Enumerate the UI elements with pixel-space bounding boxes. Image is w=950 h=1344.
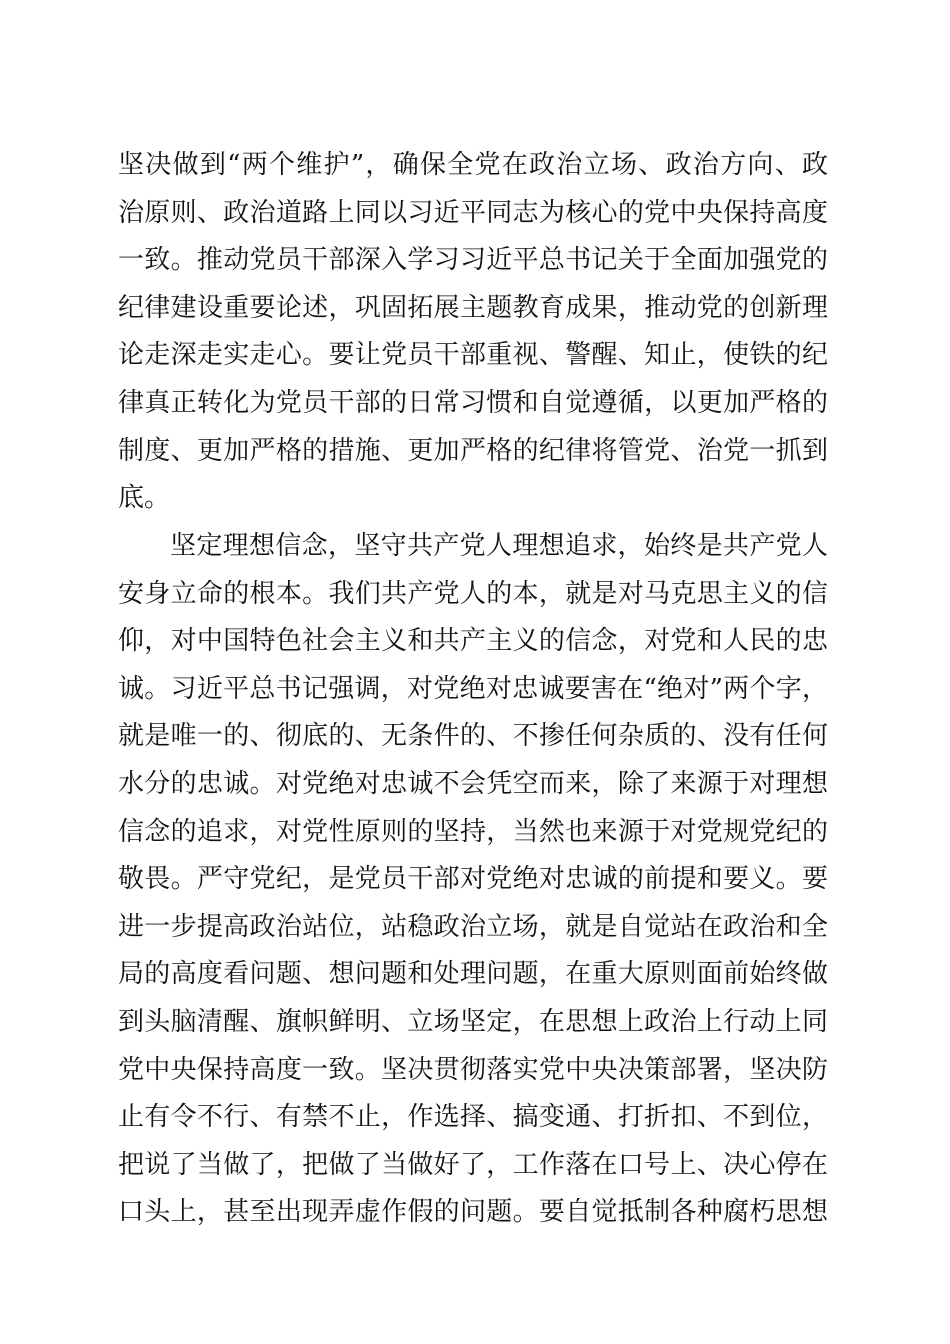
paragraph-line: 坚决做到“两个维护”，确保全党在政治立场、政治方向、政 bbox=[118, 150, 828, 180]
paragraph-line: 党中央保持高度一致。坚决贯彻落实党中央决策部署，坚决防 bbox=[118, 1054, 828, 1085]
paragraph-line: 水分的忠诚。对党绝对忠诚不会凭空而来，除了来源于对理想 bbox=[118, 768, 828, 799]
paragraph-line: 安身立命的根本。我们共产党人的本，就是对马克思主义的信 bbox=[118, 578, 828, 609]
paragraph-line: 底。 bbox=[118, 483, 171, 514]
paragraph-line: 信念的追求，对党性原则的坚持，当然也来源于对党规党纪的 bbox=[118, 816, 828, 847]
paragraph-line: 制度、更加严格的措施、更加严格的纪律将管党、治党一抓到 bbox=[118, 435, 828, 466]
paragraph-line: 治原则、政治道路上同以习近平同志为核心的党中央保持高度 bbox=[118, 197, 828, 228]
paragraph-2 bbox=[118, 523, 828, 1237]
paragraph-line: 进一步提高政治站位，站稳政治立场，就是自觉站在政治和全 bbox=[118, 911, 828, 942]
paragraph-line: 到头脑清醒、旗帜鲜明、立场坚定，在思想上政治上行动上同 bbox=[118, 1006, 828, 1037]
paragraph-line: 律真正转化为党员干部的日常习惯和自觉遵循，以更加严格的 bbox=[118, 387, 828, 418]
paragraph-1 bbox=[118, 142, 828, 523]
paragraph-line: 局的高度看问题、想问题和处理问题，在重大原则面前始终做 bbox=[118, 959, 828, 990]
paragraph-line: 口头上，甚至出现弄虚作假的问题。要自觉抵制各种腐朽思想 bbox=[118, 1197, 828, 1228]
paragraph-line: 止有令不行、有禁不止，作选择、搞变通、打折扣、不到位， bbox=[118, 1102, 828, 1133]
paragraph-line: 纪律建设重要论述，巩固拓展主题教育成果，推动党的创新理 bbox=[118, 292, 828, 323]
paragraph-line: 仰，对中国特色社会主义和共产主义的信念，对党和人民的忠 bbox=[118, 626, 828, 657]
paragraph-line: 敬畏。严守党纪，是党员干部对党绝对忠诚的前提和要义。要 bbox=[118, 864, 828, 895]
paragraph-line: 把说了当做了，把做了当做好了，工作落在口号上、决心停在 bbox=[118, 1149, 828, 1180]
paragraph-line: 诚。习近平总书记强调，对党绝对忠诚要害在“绝对”两个字， bbox=[118, 673, 828, 704]
paragraph-line: 论走深走实走心。要让党员干部重视、警醒、知止，使铁的纪 bbox=[118, 340, 828, 371]
paragraph-line: 就是唯一的、彻底的、无条件的、不掺任何杂质的、没有任何 bbox=[118, 721, 828, 752]
paragraph-line: 坚定理想信念，坚守共产党人理想追求，始终是共产党人 bbox=[170, 531, 828, 561]
paragraph-line: 一致。推动党员干部深入学习习近平总书记关于全面加强党的 bbox=[118, 245, 828, 276]
